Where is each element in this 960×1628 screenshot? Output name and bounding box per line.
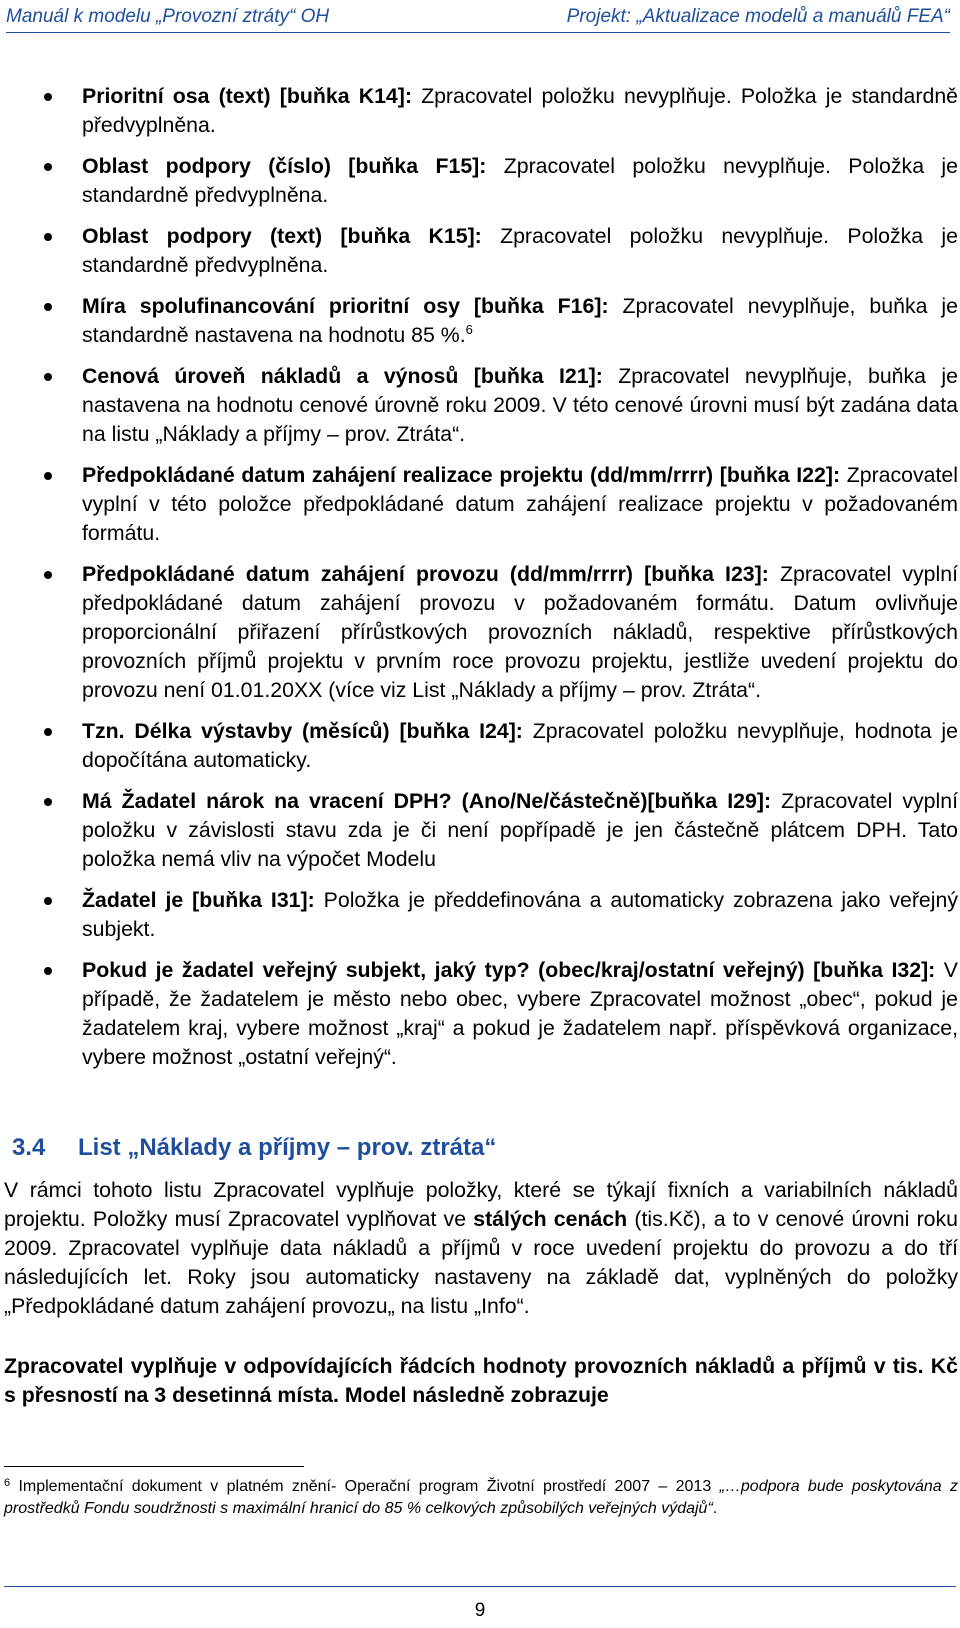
field-description: Zpracovatel položku nevyplňuje, hodnota je dopočítána automaticky. [82, 719, 958, 772]
field-description: Zpracovatel nevyplňuje, buňka je nastavena na hodnotu cenové úrovně roku 2009. V této cenové úrovni musí být zadána data na listu „Náklady a příjmy – prov. Ztráta“. [82, 364, 958, 446]
footnote-end: . [712, 1500, 718, 1517]
header-document-title: Manuál k modelu „Provozní ztráty“ OH [6, 6, 330, 27]
footnote [4, 1476, 958, 1520]
field-name: Pokud je žadatel veřejný subjekt, jaký typ? (obec/kraj/ostatní veřejný) [buňka I32]: [82, 958, 936, 982]
list-item [4, 560, 958, 705]
field-description: Zpracovatel vyplní předpokládané datum zahájení provozu v požadovaném formátu. Datum ovlivňuje proporcionální přiřazení přírůstkových provozních nákladů, respektive přírůstkových provozních příjmů projektu v prvním roce provozu projektu, jestliže uvedení projektu do provozu není 01.01.20XX (více viz List „Náklady a příjmy – prov. Ztráta“. [82, 562, 958, 702]
paragraph-text: V rámci tohoto listu Zpracovatel vyplňuje položky, které se týkají fixních a variabilních nákladů projektu. Položky musí Zpracovatel vyplňovat ve [4, 1178, 958, 1231]
footnote-separator [4, 1466, 304, 1467]
field-name: Žadatel je [buňka I31]: [82, 888, 315, 912]
footnote-reference[interactable]: 6 [465, 322, 473, 337]
paragraph-emphasis: stálých cenách [473, 1207, 628, 1231]
list-item [4, 222, 958, 280]
field-name: Oblast podpory (číslo) [buňka F15]: [82, 154, 487, 178]
list-item [4, 886, 958, 944]
field-description: Položka je předdefinována a automaticky zobrazena jako veřejný subjekt. [82, 888, 958, 941]
list-item [4, 717, 958, 775]
footnote-text: Implementační dokument v platném znění- Operační program Životní prostředí 2007 – 2013 [10, 1478, 720, 1495]
list-item [4, 152, 958, 210]
field-name: Tzn. Délka výstavby (měsíců) [buňka I24]: [82, 719, 523, 743]
list-item [4, 362, 958, 449]
footnote-mark: 6 [4, 1477, 11, 1489]
field-name: Má Žadatel nárok na vracení DPH? (Ano/Ne/částečně)[buňka I29]: [82, 789, 772, 813]
page-header [6, 2, 950, 33]
field-name: Cenová úroveň nákladů a výnosů [buňka I21]: [82, 364, 603, 388]
field-name: Předpokládané datum zahájení provozu (dd/mm/rrrr) [buňka I23]: [82, 562, 769, 586]
footnote-quote: „…podpora bude poskytována z prostředků Fondu soudržnosti s maximální hranicí do 85 % celkových způsobilých veřejných výdajů“ [4, 1478, 959, 1517]
page-number: 9 [474, 1600, 486, 1621]
list-item [4, 956, 958, 1072]
list-item [4, 787, 958, 874]
field-name: Prioritní osa (text) [buňka K14]: [82, 84, 412, 108]
list-item [4, 82, 958, 140]
body-paragraph [4, 1176, 958, 1321]
section-title: List „Náklady a příjmy – prov. ztráta“ [78, 1134, 497, 1161]
section-heading [12, 1134, 496, 1162]
field-name: Míra spolufinancování prioritní osy [buňka F16]: [82, 294, 609, 318]
header-project-title: Projekt: „Aktualizace modelů a manuálů FEA“ [566, 6, 950, 27]
field-description: V případě, že žadatelem je město nebo obec, vybere Zpracovatel možnost „obec“, pokud je žadatelem kraj, vybere možnost „kraj“ a pokud je žadatelem např. příspěvková organizace, vybere možnost „ostatní veřejný“. [82, 958, 959, 1069]
field-description: Zpracovatel položku nevyplňuje. Položka je standardně předvyplněna. [82, 224, 959, 277]
footer-divider [4, 1586, 956, 1587]
field-description: Zpracovatel nevyplňuje, buňka je standardně nastavena na hodnotu 85 %. [82, 294, 958, 347]
field-description: Zpracovatel vyplní položku v závislosti stavu zda je či není popřípadě je jen částečně plátcem DPH. Tato položka nemá vliv na výpočet Modelu [82, 789, 958, 871]
field-description: Zpracovatel položku nevyplňuje. Položka je standardně předvyplněna. [82, 84, 959, 137]
field-name: Oblast podpory (text) [buňka K15]: [82, 224, 482, 248]
field-description: Zpracovatel položku nevyplňuje. Položka je standardně předvyplněna. [82, 154, 958, 207]
list-item [4, 292, 958, 350]
paragraph-text: (tis.Kč), a to v cenové úrovni roku 2009. Zpracovatel vyplňuje data nákladů a příjmů v roce uvedení projektu do provozu a do tří následujících let. Roky jsou automaticky nastaveny na základě dat, vyplněných do položky „Předpokládané datum zahájení provozu„ na listu „Info“. [4, 1207, 958, 1318]
bold-paragraph: Zpracovatel vyplňuje v odpovídajících řádcích hodnoty provozních nákladů a příjmů v tis. Kč s přesností na 3 desetinná místa. Model následně zobrazuje [4, 1354, 958, 1407]
field-description: Zpracovatel vyplní v této položce předpokládané datum zahájení realizace projektu v požadovaném formátu. [82, 463, 958, 545]
section-number: 3.4 [12, 1134, 46, 1161]
list-item [4, 461, 958, 548]
field-description-list [4, 82, 958, 1084]
field-name: Předpokládané datum zahájení realizace projektu (dd/mm/rrrr) [buňka I22]: [82, 463, 841, 487]
